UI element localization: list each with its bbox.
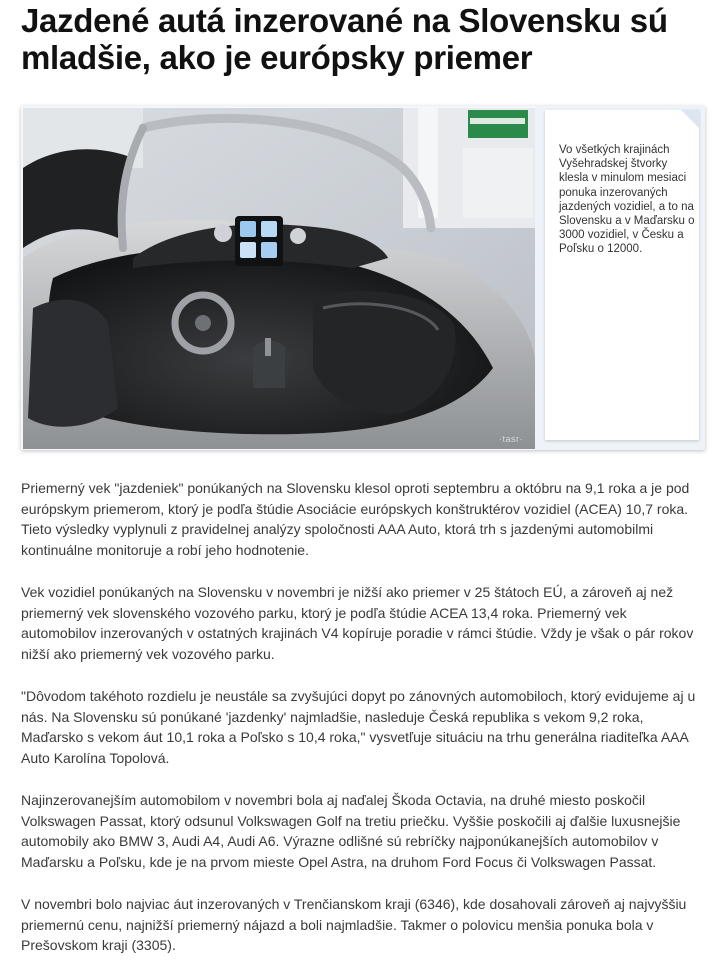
article-paragraph: Priemerný vek "jazdeniek" ponúkaných na Slovensku klesol oproti septembru a októbru na 9,1 roka a je pod európskym priemerom, ktorý je podľa štúdie Asociácie európskych konštruktérov vozidiel (ACEA) 10,7 roka. Tieto výsledky vyplynuli z pravidelnej analýzy spoločnosti AAA Auto, ktorá trh s jazdenými automobilmi kontinuálne monitoruje a robí jeho hodnotenie. xyxy=(21,480,690,558)
caption-card xyxy=(545,110,699,440)
article-photo[interactable] xyxy=(23,108,535,449)
article-headline: Jazdené autá inzerované na Slovensku sú mladšie, ako je európsky priemer xyxy=(21,2,668,76)
article-paragraph: V novembri bolo najviac áut inzerovaných v Trenčianskom kraji (6346), kde dosahovali zároveň aj najvyššiu priemernú cenu, najnižší priemerný nájazd a boli najmladšie. Takmer o polovicu menšia ponuka bola v Prešovskom kraji (3305). xyxy=(21,896,687,953)
page-fold-icon xyxy=(681,110,699,128)
caption-panel xyxy=(535,106,705,450)
article-paragraph: "Dôvodom takéhoto rozdielu je neustále sa zvyšujúci dopyt po zánovných automobiloch, ktorý evidujeme aj u nás. Na Slovensku sú ponúkané 'jazdenky' najmladšie, nasleduje Česká republika s vekom 9,2 roka, Maďarsko s vekom áut 10,1 roka a Poľsko s 10,4 roka," vysvetľuje situáciu na trhu generálna riaditeľka AAA Auto Karolína Topolová. xyxy=(21,688,696,766)
article-photo-figure xyxy=(21,106,705,450)
article-paragraph: Najinzerovanejším automobilom v novembri bola aj naďalej Škoda Octavia, na druhé miesto poskočil Volkswagen Passat, ktorý odsunul Volkswagen Golf na tretiu priečku. Vyššie poskočili aj ďalšie luxusnejšie automobily ako BMW 3, Audi A4, Audi A6. Výrazne odlišné sú rebríčky najponúkanejších automobilov v Maďarsku a Poľsku, kde je na prvom mieste Opel Astra, na druhom Ford Focus či Volkswagen Passat. xyxy=(21,792,681,870)
photo-watermark: ·tasr· xyxy=(499,434,523,444)
article-paragraph: Vek vozidiel ponúkaných na Slovensku v novembri je nižší ako priemer v 25 štátoch EÚ, a zároveň aj než priemerný vek slovenského vozového parku, ktorý je podľa štúdie ACEA 13,4 roka. Priemerný vek automobilov inzerovaných v ostatných krajinách V4 kopíruje poradie v rámci štúdie. Vždy je však o pár rokov nižší ako priemerný vek vozového parku. xyxy=(21,584,694,662)
car-interior-image xyxy=(23,108,535,449)
photo-caption: Vo všetkých krajinách Vyšehradskej štvorky klesla v minulom mesiaci ponuka inzerovaných jazdených vozidiel, a to na Slovensku a v Maďarsku o 3000 vozidiel, v Česku a Poľsku o 12000. xyxy=(559,144,695,256)
article-body xyxy=(21,478,701,978)
